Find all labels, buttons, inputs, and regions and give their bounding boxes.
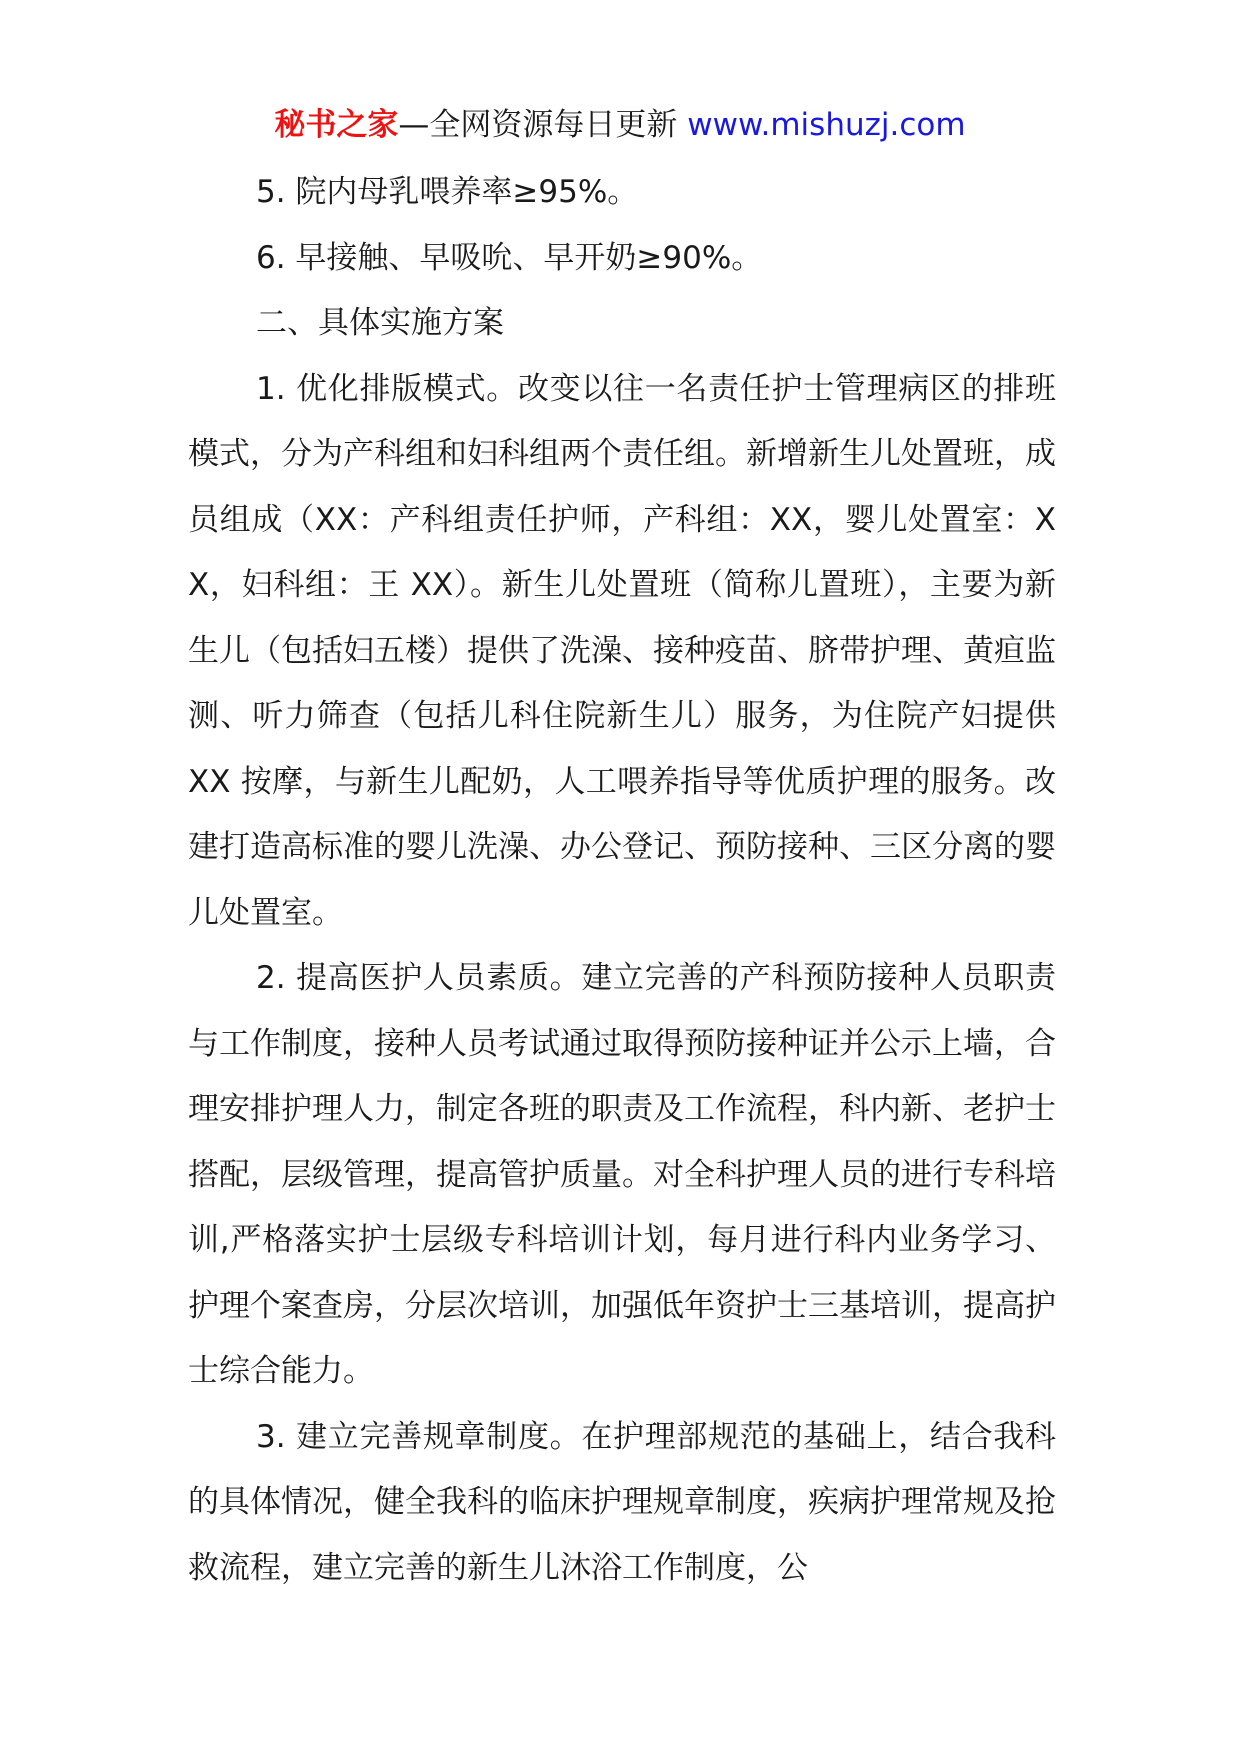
paragraph-target-early-contact: 6. 早接触、早吸吮、早开奶≥90%。 xyxy=(256,239,763,276)
paragraph-staff-quality: 2. 提高医护人员素质。建立完善的产科预防接种人员职责与工作制度，接种人员考试通过取得预防接种证并公示上墙，合理安排护理人力，制定各班的职责及工作流程，科内新、老护士搭配，层级管理，提高管护质量。对全科护理人员的进行专科培训,严格落实护士层级专科培训计划，每月进行科内业务学习、护理个案查房，分层次培训，加强低年资护士三基培训，提高护士综合能力。 xyxy=(188,960,1056,1389)
paragraph-regulations: 3. 建立完善规章制度。在护理部规范的基础上，结合我科的具体情况，健全我科的临床护理规章制度，疾病护理常规及抢救流程，建立完善的新生儿沐浴工作制度，公 xyxy=(188,1418,1056,1586)
document-body xyxy=(188,160,1056,1601)
header-url-link[interactable]: www.mishuzj.com xyxy=(687,107,966,143)
header-brand: 秘书之家 xyxy=(274,107,399,143)
paragraph-target-breastfeeding: 5. 院内母乳喂养率≥95%。 xyxy=(256,174,639,210)
page-header xyxy=(0,104,1240,146)
section-heading-implementation: 二、具体实施方案 xyxy=(256,305,504,341)
header-slogan: —全网资源每日更新 xyxy=(398,107,688,143)
paragraph-scheduling: 1. 优化排版模式。改变以往一名责任护士管理病区的排班模式，分为产科组和妇科组两个责任组。新增新生儿处置班，成员组成（XX：产科组责任护师，产科组：XX，婴儿处置室：XX，妇科组：王 XX）。新生儿处置班（简称儿置班），主要为新生儿（包括妇五楼）提供了洗澡、接种疫苗、脐带护理、黄疸监测、听力筛查（包括儿科住院新生儿）服务，为住院产妇提供 XX 按摩，与新生儿配奶，人工喂养指导等优质护理的服务。改建打造高标准的婴儿洗澡、办公登记、预防接种、三区分离的婴儿处置室。 xyxy=(188,370,1056,931)
